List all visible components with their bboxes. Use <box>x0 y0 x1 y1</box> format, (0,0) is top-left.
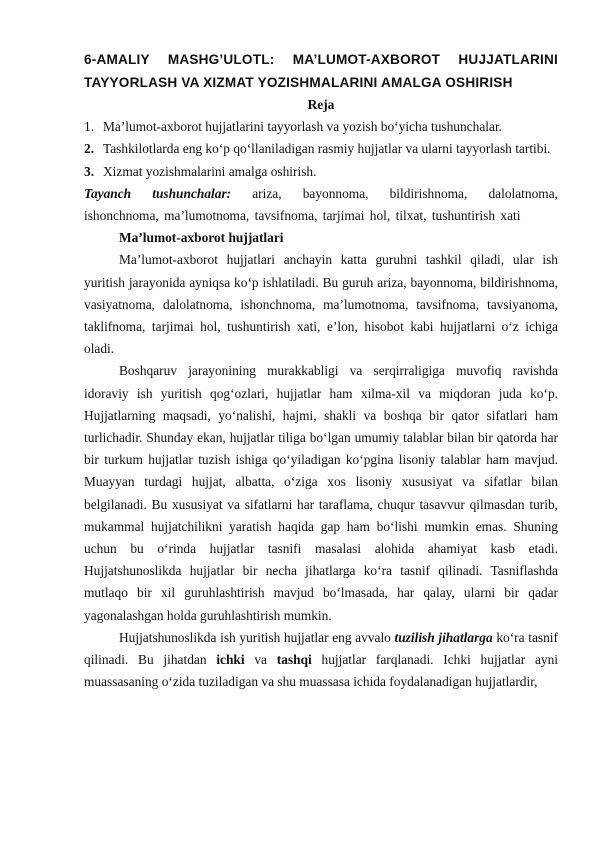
page-title-line-1: 6-AMALIY MASHG’ULOTL: MA’LUMOT-AXBOROT HUJJATLARINI <box>84 52 558 67</box>
paragraph-3 <box>84 627 558 694</box>
key-terms <box>84 183 558 227</box>
plan-item-text: Ma’lumot-axborot hujjatlarini tayyorlash va yozish bo‘yicha tushunchalar. <box>103 119 503 135</box>
plan-item-1 <box>84 116 558 138</box>
section-heading: Ma’lumot-axborot hujjatlari <box>119 230 284 246</box>
bold-term-ichki: ichki <box>216 652 245 668</box>
paragraph-3-text: Hujjatshunoslikda ish yuritish hujjatlar eng avvalo <box>119 629 395 645</box>
paragraph-2: Boshqaruv jarayonining murakkabligi va serqirraligiga muvofiq ravishda idoraviy ish yuritish qog‘ozlari, hujjatlar ham xilma-xil va miqdoran juda ko‘p. Hujjatlarning maqsadi, yo‘nalishi, hajmi, shakli va boshqa bir qator sifatlari ham turlichadir. Shunday ekan, hujjatlar tiliga bo‘lgan umumiy talablar bilan bir qatorda har bir turkum hujjatlar tuzish ishiga qo‘yiladigan ko‘pgina lisoniy talablar ham mavjud. Muayyan turdagi hujjat, albatta, o‘ziga xos lisoniy xususiyat va sifatlar bilan belgilanadi. Bu xususiyat va sifatlarni har taraflama, chuqur tasavvur qilmasdan turib, mukammal hujjatchilikni yaratish haqida gap ham bo‘lishi mumkin emas. Shuning uchun bu o‘rinda hujjatlar tasnifi masalasi alohida ahamiyat kasb etadi. Hujjatshunoslikda hujjatlar bir necha jihatlarga ko‘ra tasnif qilinadi. Tasniflashda mutlaqo bir xil guruhlashtirish mavjud bo‘lmasada, har qalay, ularni bir qadar yagonalashgan holda guruhlashtirish mumkin. <box>84 363 558 623</box>
paragraph-3-text: hujjatlar farqlanadi. Ichki hujjatlar ayni muassasaning o‘zida tuziladigan va shu muassasa ichida foydalanadigan hujjatlardir, <box>84 652 558 690</box>
plan-item-3 <box>84 161 558 183</box>
plan-list <box>84 116 558 183</box>
document-page <box>84 48 558 693</box>
page-title-line-2: TAYYORLASH VA XIZMAT YOZISHMALARINI AMALGA OSHIRISH <box>84 75 513 90</box>
key-terms-text: ariza, bayonnoma, bildirishnoma, dalolatnoma, ishonchnoma, ma’lumotnoma, tavsifnoma, tarjimai hol, tilxat, tushuntirish xati <box>84 185 558 224</box>
plan-heading: Reja <box>307 97 335 112</box>
key-terms-label: Tayanch tushunchalar: <box>84 185 232 201</box>
plan-item-text: Xizmat yozishmalarini amalga oshirish. <box>103 163 317 179</box>
bold-term-tashqi: tashqi <box>276 652 312 668</box>
paragraph-3-text: ko‘ra tasnif qilinadi. Bu jihatdan <box>84 629 558 668</box>
plan-item-number: 1. <box>84 119 95 135</box>
paragraph-3-text: va <box>244 652 277 668</box>
paragraph-1: Ma’lumot-axborot hujjatlari anchayin katta guruhni tashkil qiladi, ular ish yuritish jarayonida ayniqsa ko‘p ishlatiladi. Bu guruh ariza, bayonnoma, bildirishnoma, vasiyatnoma, dalolatnoma, ishonchnoma, ma’lumotnoma, tavsifnoma, tavsiyanoma, taklifnoma, tarjimai hol, tushuntirish xati, e’lon, hisobot kabi hujjatlarni o‘z ichiga oladi. <box>84 252 558 357</box>
plan-item-2 <box>84 138 558 160</box>
plan-item-number: 2. <box>84 141 95 157</box>
emphasis-term: tuzilish jihatlarga <box>394 629 493 645</box>
plan-item-text: Tashkilotlarda eng ko‘p qo‘llaniladigan rasmiy hujjatlar va ularni tayyorlash tartibi. <box>103 141 551 157</box>
plan-item-number: 3. <box>84 163 95 179</box>
